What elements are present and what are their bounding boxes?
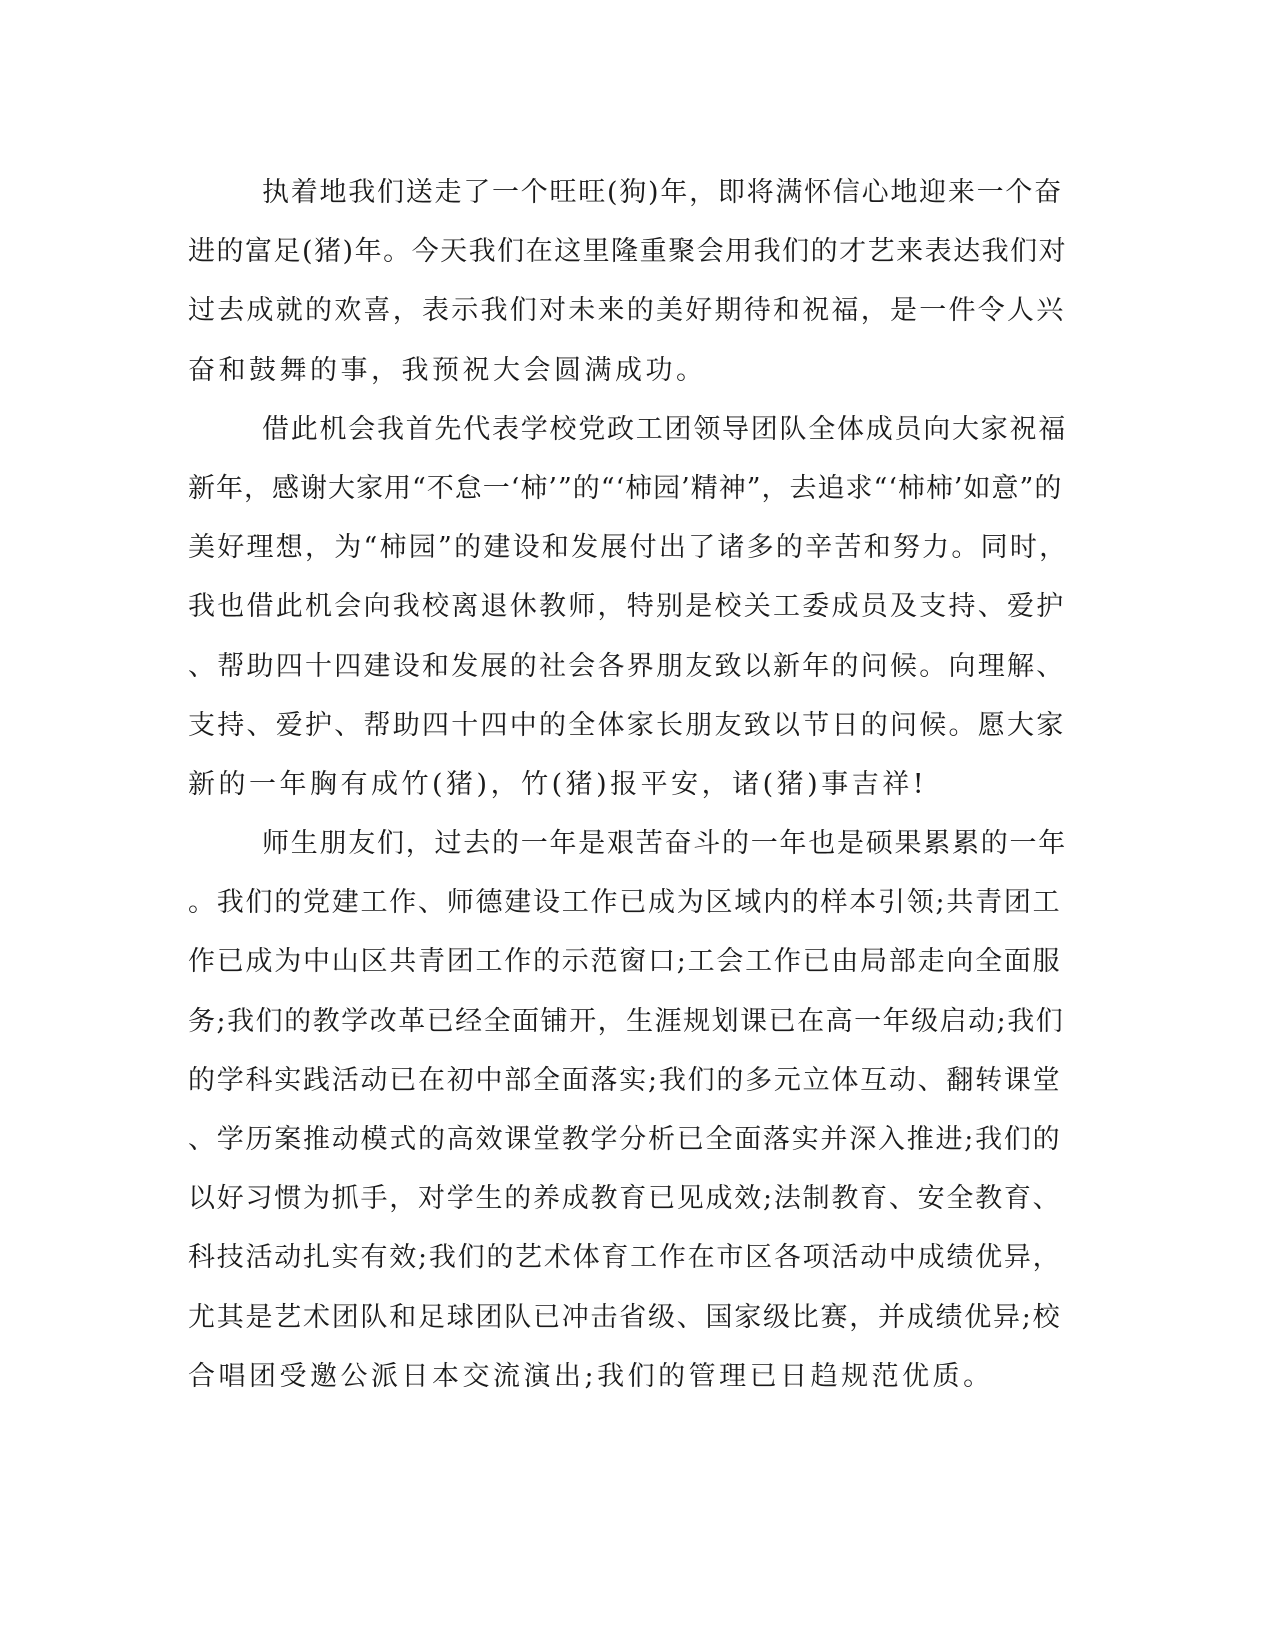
paragraph-2 <box>188 400 1068 814</box>
paragraph-1 <box>188 163 1068 400</box>
text-line: 合唱团受邀公派日本交流演出;我们的管理已日趋规范优质。 <box>188 1360 994 1392</box>
text-line: 新的一年胸有成竹(猪)，竹(猪)报平安，诸(猪)事吉祥! <box>188 768 928 800</box>
text-line: 支持、爱护、帮助四十四中的全体家长朋友致以节日的问候。愿大家 <box>188 709 1066 741</box>
text-line: 。我们的党建工作、师德建设工作已成为区域内的样本引领;共青团工 <box>188 887 1062 919</box>
text-line: 作已成为中山区共青团工作的示范窗口;工会工作已由局部走向全面服 <box>188 946 1062 978</box>
text-line: 执着地我们送走了一个旺旺(狗)年，即将满怀信心地迎来一个奋 <box>262 177 1063 208</box>
text-line: 师生朋友们，过去的一年是艰苦奋斗的一年也是硕果累累的一年 <box>262 828 1067 860</box>
text-line: 尤其是艺术团队和足球团队已冲击省级、国家级比赛，并成绩优异;校 <box>188 1301 1062 1333</box>
text-line: 务;我们的教学改革已经全面铺开，生涯规划课已在高一年级启动;我们 <box>188 1005 1065 1037</box>
text-line: 的学科实践活动已在初中部全面落实;我们的多元立体互动、翻转课堂 <box>188 1064 1062 1096</box>
text-line: 科技活动扎实有效;我们的艺术体育工作在市区各项活动中成绩优异， <box>188 1242 1062 1274</box>
text-line: 我也借此机会向我校离退休教师，特别是校关工委成员及支持、爱护 <box>188 591 1066 623</box>
document-body <box>188 163 1068 1406</box>
text-line: 新年，感谢大家用“不怠一‘柿’”的“‘柿园’精神”，去追求“‘柿柿’如意”的 <box>188 472 1063 504</box>
text-line: 进的富足(猪)年。今天我们在这里隆重聚会用我们的才艺来表达我们对 <box>188 236 1068 268</box>
paragraph-3 <box>188 814 1068 1406</box>
text-line: 美好理想，为“柿园”的建设和发展付出了诸多的辛苦和努力。同时， <box>188 532 1069 564</box>
text-line: 以好习惯为抓手，对学生的养成教育已见成效;法制教育、安全教育、 <box>188 1183 1062 1215</box>
text-line: 奋和鼓舞的事，我预祝大会圆满成功。 <box>188 354 707 386</box>
text-line: 、帮助四十四建设和发展的社会各界朋友致以新年的问候。向理解、 <box>188 650 1066 682</box>
text-line: 、学历案推动模式的高效课堂教学分析已全面落实并深入推进;我们的 <box>188 1124 1062 1155</box>
text-line: 借此机会我首先代表学校党政工团领导团队全体成员向大家祝福 <box>262 413 1067 445</box>
text-line: 过去成就的欢喜，表示我们对未来的美好期待和祝福，是一件令人兴 <box>188 295 1066 327</box>
